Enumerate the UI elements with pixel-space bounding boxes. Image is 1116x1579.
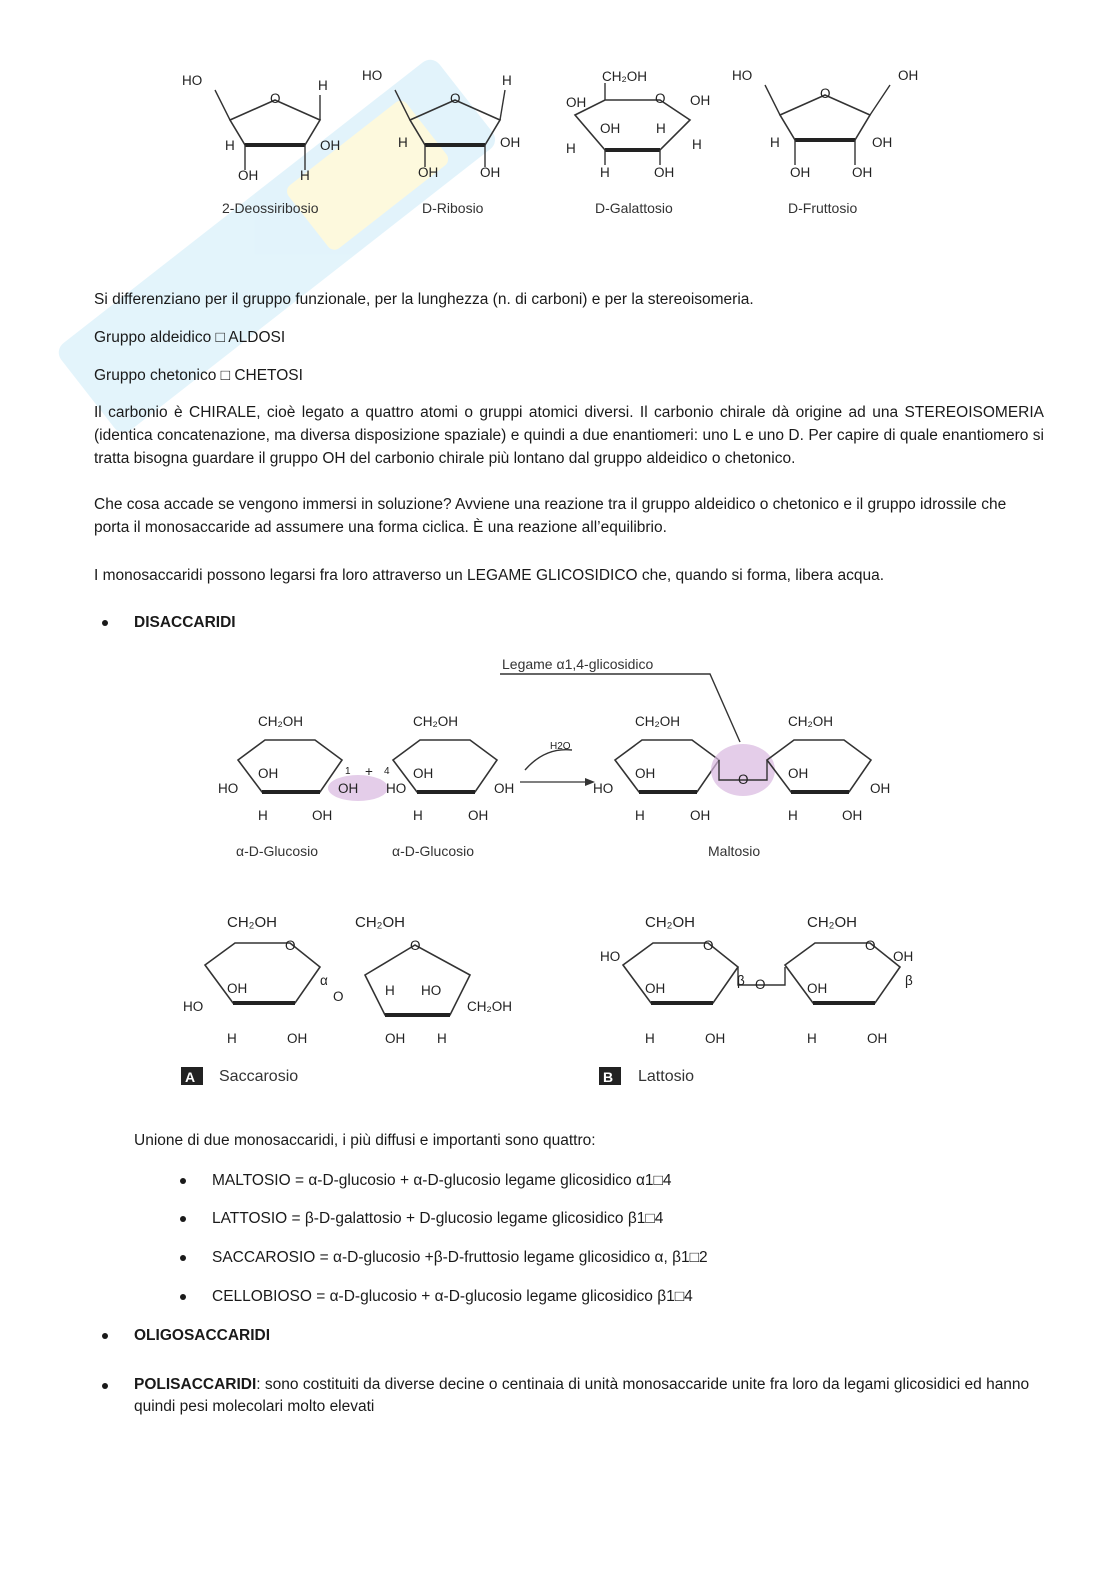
glucose-1-structure bbox=[218, 714, 388, 823]
atom-ch2oh: CH₂OH bbox=[467, 999, 512, 1014]
atom-oh: OH bbox=[338, 781, 359, 796]
letter-a: A bbox=[185, 1069, 196, 1085]
atom-ch2oh: CH₂OH bbox=[227, 914, 277, 931]
list-item-lattosio: LATTOSIO = β-D-galattosio + D-glucosio legame glicosidico β1□4 bbox=[212, 1210, 664, 1227]
atom-h: H bbox=[502, 73, 512, 88]
bullet-dot bbox=[180, 1255, 186, 1261]
atom-o: O bbox=[285, 938, 296, 953]
atom-ho: HO bbox=[182, 73, 203, 88]
atom-h: H bbox=[807, 1031, 817, 1046]
atom-oh: OH bbox=[635, 766, 656, 781]
atom-h: H bbox=[300, 168, 310, 183]
beta-symbol: β bbox=[905, 973, 913, 988]
bullet-dot bbox=[102, 620, 108, 626]
atom-h: H bbox=[227, 1031, 237, 1046]
carbon-number-4: 4 bbox=[384, 766, 390, 777]
atom-ho: HO bbox=[732, 68, 753, 83]
maltose-reaction-figure bbox=[210, 652, 910, 867]
atom-ho: HO bbox=[183, 999, 204, 1014]
atom-o: O bbox=[270, 91, 281, 106]
sucrose-structure bbox=[181, 914, 512, 1085]
label-maltose: Maltosio bbox=[708, 843, 761, 859]
atom-h: H bbox=[413, 808, 423, 823]
atom-oh: OH bbox=[872, 135, 893, 150]
atom-oh: OH bbox=[468, 808, 489, 823]
atom-ch2oh: CH₂OH bbox=[645, 914, 695, 931]
list-item-saccarosio: SACCAROSIO = α-D-glucosio +β-D-fruttosio legame glicosidico α, β1□2 bbox=[212, 1249, 708, 1266]
atom-oh: OH bbox=[852, 165, 873, 180]
bullet-dot bbox=[180, 1294, 186, 1300]
atom-h: H bbox=[635, 808, 645, 823]
atom-oh: OH bbox=[258, 766, 279, 781]
atom-oh: OH bbox=[480, 165, 501, 180]
atom-h: H bbox=[437, 1031, 447, 1046]
atom-h: H bbox=[692, 137, 702, 152]
atom-oh: OH bbox=[788, 766, 809, 781]
atom-ch2oh: CH₂OH bbox=[355, 914, 405, 931]
paragraph-aldosi: Gruppo aldeidico □ ALDOSI bbox=[94, 329, 286, 346]
atom-h: H bbox=[788, 808, 798, 823]
atom-oh: OH bbox=[600, 121, 621, 136]
alpha-symbol: α bbox=[320, 973, 328, 988]
atom-oh: OH bbox=[690, 93, 711, 108]
atom-h: H bbox=[398, 135, 408, 150]
atom-oh: OH bbox=[494, 781, 515, 796]
water-label: H2O bbox=[550, 741, 571, 752]
paragraph-chirality: Il carbonio è CHIRALE, cioè legato a quattro atomi o gruppi atomici diversi. Il carbonio chirale dà origine ad una STEREOISOMERIA (identica concatenazione, ma diversa disposizione spaziale) e quindi a due enantiomeri: uno L e uno D. Per capire di quale enantiomero si tratta bisogna guardare il gruppo OH del carbonio chirale più lontano dal gruppo aldeidico o chetonico. bbox=[94, 404, 1044, 467]
carbon-number-1: 1 bbox=[345, 766, 351, 777]
atom-oh: OH bbox=[645, 981, 666, 996]
atom-o: O bbox=[820, 86, 831, 101]
fructose-structure bbox=[732, 68, 918, 216]
label-ribose: D-Ribosio bbox=[422, 200, 484, 216]
atom-oh: OH bbox=[790, 165, 811, 180]
list-item-cellobioso: CELLOBIOSO = α-D-glucosio + α-D-glucosio legame glicosidico β1□4 bbox=[212, 1288, 693, 1305]
atom-ch2oh: CH₂OH bbox=[807, 914, 857, 931]
atom-h: H bbox=[656, 121, 666, 136]
atom-oh: OH bbox=[705, 1031, 726, 1046]
heading-polisaccaridi: POLISACCARIDI bbox=[134, 1376, 257, 1393]
atom-o: O bbox=[450, 91, 461, 106]
atom-oh: OH bbox=[690, 808, 711, 823]
atom-o: O bbox=[703, 938, 714, 953]
polisaccaridi-text: : sono costituiti da diverse decine o centinaia di unità monosaccaride unite fra loro da legami glicosidici ed hanno quindi pesi molecolari molto elevati bbox=[134, 1376, 1030, 1415]
lactose-structure bbox=[599, 914, 913, 1085]
paragraph-cyclic-form: Che cosa accade se vengono immersi in soluzione? Avviene una reazione tra il gruppo aldeidico o chetonico e il gruppo idrossile che porta il monosaccaride ad assumere una forma ciclica. È una reazione all’equilibrio. bbox=[94, 496, 1007, 536]
heading-oligosaccaridi: OLIGOSACCARIDI bbox=[134, 1327, 271, 1344]
atom-ho: HO bbox=[386, 781, 407, 796]
heading-disaccaridi: DISACCARIDI bbox=[134, 614, 236, 631]
beta-symbol: β bbox=[737, 973, 745, 988]
disaccaridi-intro: Unione di due monosaccaridi, i più diffusi e importanti sono quattro: bbox=[134, 1132, 596, 1149]
atom-h: H bbox=[645, 1031, 655, 1046]
plus-sign: + bbox=[365, 764, 373, 779]
atom-h: H bbox=[225, 138, 235, 153]
sucrose-lactose-figure bbox=[175, 905, 935, 1090]
atom-ho: HO bbox=[218, 781, 239, 796]
label-galactose: D-Galattosio bbox=[595, 200, 673, 216]
atom-h: H bbox=[385, 983, 395, 998]
atom-o: O bbox=[333, 989, 344, 1004]
atom-ch2oh: CH₂OH bbox=[413, 714, 458, 729]
atom-h: H bbox=[318, 78, 328, 93]
polisaccaridi-paragraph bbox=[134, 1374, 1044, 1418]
label-glucose-1: α-D-Glucosio bbox=[236, 843, 318, 859]
atom-ch2oh: CH₂OH bbox=[602, 69, 647, 84]
atom-ch2oh: CH₂OH bbox=[258, 714, 303, 729]
bullet-dot bbox=[180, 1178, 186, 1184]
paragraph-glycosidic-bond: I monosaccaridi possono legarsi fra loro attraverso un LEGAME GLICOSIDICO che, quando si forma, libera acqua. bbox=[94, 567, 885, 584]
atom-oh: OH bbox=[413, 766, 434, 781]
atom-o: O bbox=[410, 938, 421, 953]
atom-o: O bbox=[755, 977, 766, 992]
paragraph-differences: Si differenziano per il gruppo funzionale, per la lunghezza (n. di carboni) e per la stereoisomeria. bbox=[94, 291, 754, 308]
atom-oh: OH bbox=[566, 95, 587, 110]
atom-oh: OH bbox=[320, 138, 341, 153]
atom-h: H bbox=[770, 135, 780, 150]
atom-ho: HO bbox=[600, 949, 621, 964]
atom-h: H bbox=[600, 165, 610, 180]
maltose-structure bbox=[593, 714, 890, 823]
ribose-structure bbox=[362, 68, 520, 216]
atom-h: H bbox=[258, 808, 268, 823]
atom-oh: OH bbox=[418, 165, 439, 180]
label-bond: Legame α1,4-glicosidico bbox=[502, 656, 654, 672]
atom-oh: OH bbox=[312, 808, 333, 823]
atom-ho: HO bbox=[362, 68, 383, 83]
atom-h: H bbox=[566, 141, 576, 156]
label-glucose-2: α-D-Glucosio bbox=[392, 843, 474, 859]
atom-o: O bbox=[865, 938, 876, 953]
atom-oh: OH bbox=[807, 981, 828, 996]
bullet-dot bbox=[102, 1383, 108, 1389]
monosaccharide-structures-figure bbox=[170, 55, 950, 230]
paragraph-chetosi: Gruppo chetonico □ CHETOSI bbox=[94, 367, 303, 384]
atom-oh: OH bbox=[500, 135, 521, 150]
atom-oh: OH bbox=[238, 168, 259, 183]
atom-oh: OH bbox=[870, 781, 891, 796]
atom-oh: OH bbox=[898, 68, 919, 83]
label-fructose: D-Fruttosio bbox=[788, 200, 858, 216]
atom-o: O bbox=[738, 772, 749, 787]
label-deoxyribose: 2-Deossiribosio bbox=[222, 200, 319, 216]
glucose-2-structure bbox=[384, 714, 514, 823]
atom-oh: OH bbox=[867, 1031, 888, 1046]
label-sucrose: Saccarosio bbox=[219, 1068, 299, 1085]
galactose-structure bbox=[566, 69, 710, 216]
atom-oh: OH bbox=[893, 949, 914, 964]
atom-oh: OH bbox=[287, 1031, 308, 1046]
list-item-maltosio: MALTOSIO = α-D-glucosio + α-D-glucosio legame glicosidico α1□4 bbox=[212, 1172, 672, 1189]
atom-ho: HO bbox=[421, 983, 442, 998]
deoxyribose-structure bbox=[182, 73, 340, 216]
atom-o: O bbox=[655, 91, 666, 106]
atom-ho: HO bbox=[593, 781, 614, 796]
atom-oh: OH bbox=[654, 165, 675, 180]
atom-oh: OH bbox=[227, 981, 248, 996]
atom-ch2oh: CH₂OH bbox=[635, 714, 680, 729]
bullet-dot bbox=[102, 1333, 108, 1339]
atom-oh: OH bbox=[385, 1031, 406, 1046]
atom-oh: OH bbox=[842, 808, 863, 823]
atom-ch2oh: CH₂OH bbox=[788, 714, 833, 729]
letter-b: B bbox=[603, 1069, 614, 1085]
label-lactose: Lattosio bbox=[638, 1068, 695, 1085]
bullet-dot bbox=[180, 1216, 186, 1222]
